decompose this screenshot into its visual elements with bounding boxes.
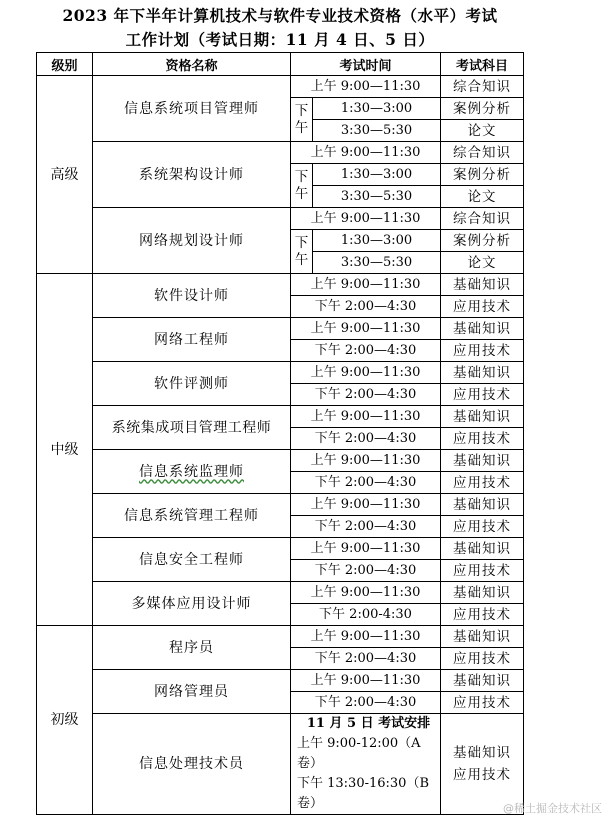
header-level: 级别 [37, 53, 93, 76]
exam-time: 3:30—5:30 [313, 120, 441, 142]
qualification-name: 多媒体应用设计师 [93, 582, 291, 626]
qualification-name: 信息系统项目管理师 [93, 76, 291, 142]
exam-time: 上午 9:00—11:30 [291, 208, 441, 230]
exam-time: 下午 2:00—4:30 [291, 692, 441, 714]
exam-subject: 基础知识 [441, 670, 524, 692]
exam-subject: 论文 [441, 186, 524, 208]
exam-schedule-table [36, 52, 524, 815]
exam-time: 下午 2:00-4:30 [291, 604, 441, 626]
exam-time: 下午 2:00—4:30 [291, 560, 441, 582]
exam-subject: 基础知识 [441, 450, 524, 472]
exam-time: 上午 9:00—11:30 [291, 538, 441, 560]
exam-time: 上午 9:00—11:30 [291, 142, 441, 164]
exam-subject: 综合知识 [441, 208, 524, 230]
table-row [37, 670, 524, 692]
exam-subject: 应用技术 [441, 516, 524, 538]
exam-subject: 基础知识 [441, 494, 524, 516]
exam-time: 3:30—5:30 [313, 186, 441, 208]
exam-time: 1:30—3:00 [313, 98, 441, 120]
qualification-name: 信息系统监理师 [139, 463, 244, 480]
table-row [37, 274, 524, 296]
exam-subject: 基础知识 [441, 406, 524, 428]
exam-time: 下午 2:00—4:30 [291, 296, 441, 318]
table-row [37, 494, 524, 516]
exam-time: 上午 9:00—11:30 [291, 406, 441, 428]
qualification-name-cell [93, 450, 291, 494]
qualification-name: 信息安全工程师 [93, 538, 291, 582]
table-row [37, 450, 524, 472]
header-time: 考试时间 [291, 53, 441, 76]
exam-time: 上午 9:00—11:30 [291, 626, 441, 648]
exam-subject: 案例分析 [441, 230, 524, 252]
exam-subject: 案例分析 [441, 164, 524, 186]
exam-time: 上午 9:00—11:30 [291, 76, 441, 98]
table-row [37, 406, 524, 428]
exam-time: 下午 2:00—4:30 [291, 428, 441, 450]
table-row [37, 538, 524, 560]
exam-time: 上午 9:00—11:30 [291, 318, 441, 340]
special-schedule-morning: 上午 9:00-12:00（A 卷） [297, 736, 421, 771]
table-row [37, 362, 524, 384]
table-row [37, 208, 524, 230]
table-row [37, 318, 524, 340]
exam-subject: 案例分析 [441, 98, 524, 120]
exam-time: 下午 2:00—4:30 [291, 384, 441, 406]
exam-subject: 综合知识 [441, 142, 524, 164]
table-row [37, 142, 524, 164]
qualification-name: 网络规划设计师 [93, 208, 291, 274]
qualification-name: 信息处理技术员 [93, 714, 291, 815]
exam-subject: 应用技术 [441, 692, 524, 714]
exam-time: 上午 9:00—11:30 [291, 494, 441, 516]
afternoon-label: 下午 [291, 230, 313, 274]
table-row [37, 582, 524, 604]
exam-time: 下午 2:00—4:30 [291, 340, 441, 362]
afternoon-label: 下午 [291, 98, 313, 142]
watermark: @稀土掘金技术社区 [503, 802, 602, 815]
exam-subject: 基础知识 [441, 582, 524, 604]
exam-time: 上午 9:00—11:30 [291, 582, 441, 604]
exam-subject: 应用技术 [441, 472, 524, 494]
exam-time: 上午 9:00—11:30 [291, 274, 441, 296]
header-subject: 考试科目 [441, 53, 524, 76]
exam-subject: 基础知识 [441, 538, 524, 560]
exam-subject: 应用技术 [441, 604, 524, 626]
qualification-name: 系统架构设计师 [93, 142, 291, 208]
afternoon-label: 下午 [291, 164, 313, 208]
exam-subject: 应用技术 [441, 648, 524, 670]
level-senior: 高级 [37, 76, 93, 274]
exam-time: 下午 2:00—4:30 [291, 648, 441, 670]
title-line-1: 2023 年下半年计算机技术与软件专业技术资格（水平）考试 [62, 6, 498, 25]
exam-time: 3:30—5:30 [313, 252, 441, 274]
exam-subject: 应用技术 [453, 767, 512, 783]
exam-time: 上午 9:00—11:30 [291, 670, 441, 692]
exam-time: 下午 2:00—4:30 [291, 516, 441, 538]
exam-subject: 应用技术 [441, 340, 524, 362]
exam-time: 上午 9:00—11:30 [291, 362, 441, 384]
document-title [0, 4, 560, 52]
exam-subject: 基础知识 [441, 362, 524, 384]
qualification-name: 网络管理员 [93, 670, 291, 714]
qualification-name: 程序员 [93, 626, 291, 670]
table-row [37, 76, 524, 98]
exam-subject: 应用技术 [441, 428, 524, 450]
exam-subject: 论文 [441, 120, 524, 142]
level-intermediate: 中级 [37, 274, 93, 626]
exam-subject: 综合知识 [441, 76, 524, 98]
exam-subject: 论文 [441, 252, 524, 274]
special-schedule [291, 714, 441, 815]
special-schedule-heading: 11 月 5 日 考试安排 [306, 716, 431, 731]
exam-subject: 基础知识 [441, 274, 524, 296]
exam-subject: 基础知识 [441, 626, 524, 648]
exam-time: 1:30—3:00 [313, 164, 441, 186]
level-junior: 初级 [37, 626, 93, 815]
exam-subject: 应用技术 [441, 384, 524, 406]
special-schedule-afternoon: 下午 13:30-16:30（B 卷） [297, 776, 430, 811]
exam-time: 1:30—3:00 [313, 230, 441, 252]
table-row [37, 714, 524, 815]
header-qualification: 资格名称 [93, 53, 291, 76]
table-row [37, 626, 524, 648]
qualification-name: 网络工程师 [93, 318, 291, 362]
exam-time: 上午 9:00—11:30 [291, 450, 441, 472]
title-line-2: 工作计划（考试日期：11 月 4 日、5 日） [125, 30, 435, 49]
exam-subject: 应用技术 [441, 560, 524, 582]
qualification-name: 软件设计师 [93, 274, 291, 318]
qualification-name: 系统集成项目管理工程师 [93, 406, 291, 450]
exam-subject: 基础知识 [453, 745, 512, 761]
qualification-name: 软件评测师 [93, 362, 291, 406]
qualification-name: 信息系统管理工程师 [93, 494, 291, 538]
exam-subject: 应用技术 [441, 296, 524, 318]
header-row [37, 53, 524, 76]
exam-time: 下午 2:00—4:30 [291, 472, 441, 494]
exam-subject: 基础知识 [441, 318, 524, 340]
